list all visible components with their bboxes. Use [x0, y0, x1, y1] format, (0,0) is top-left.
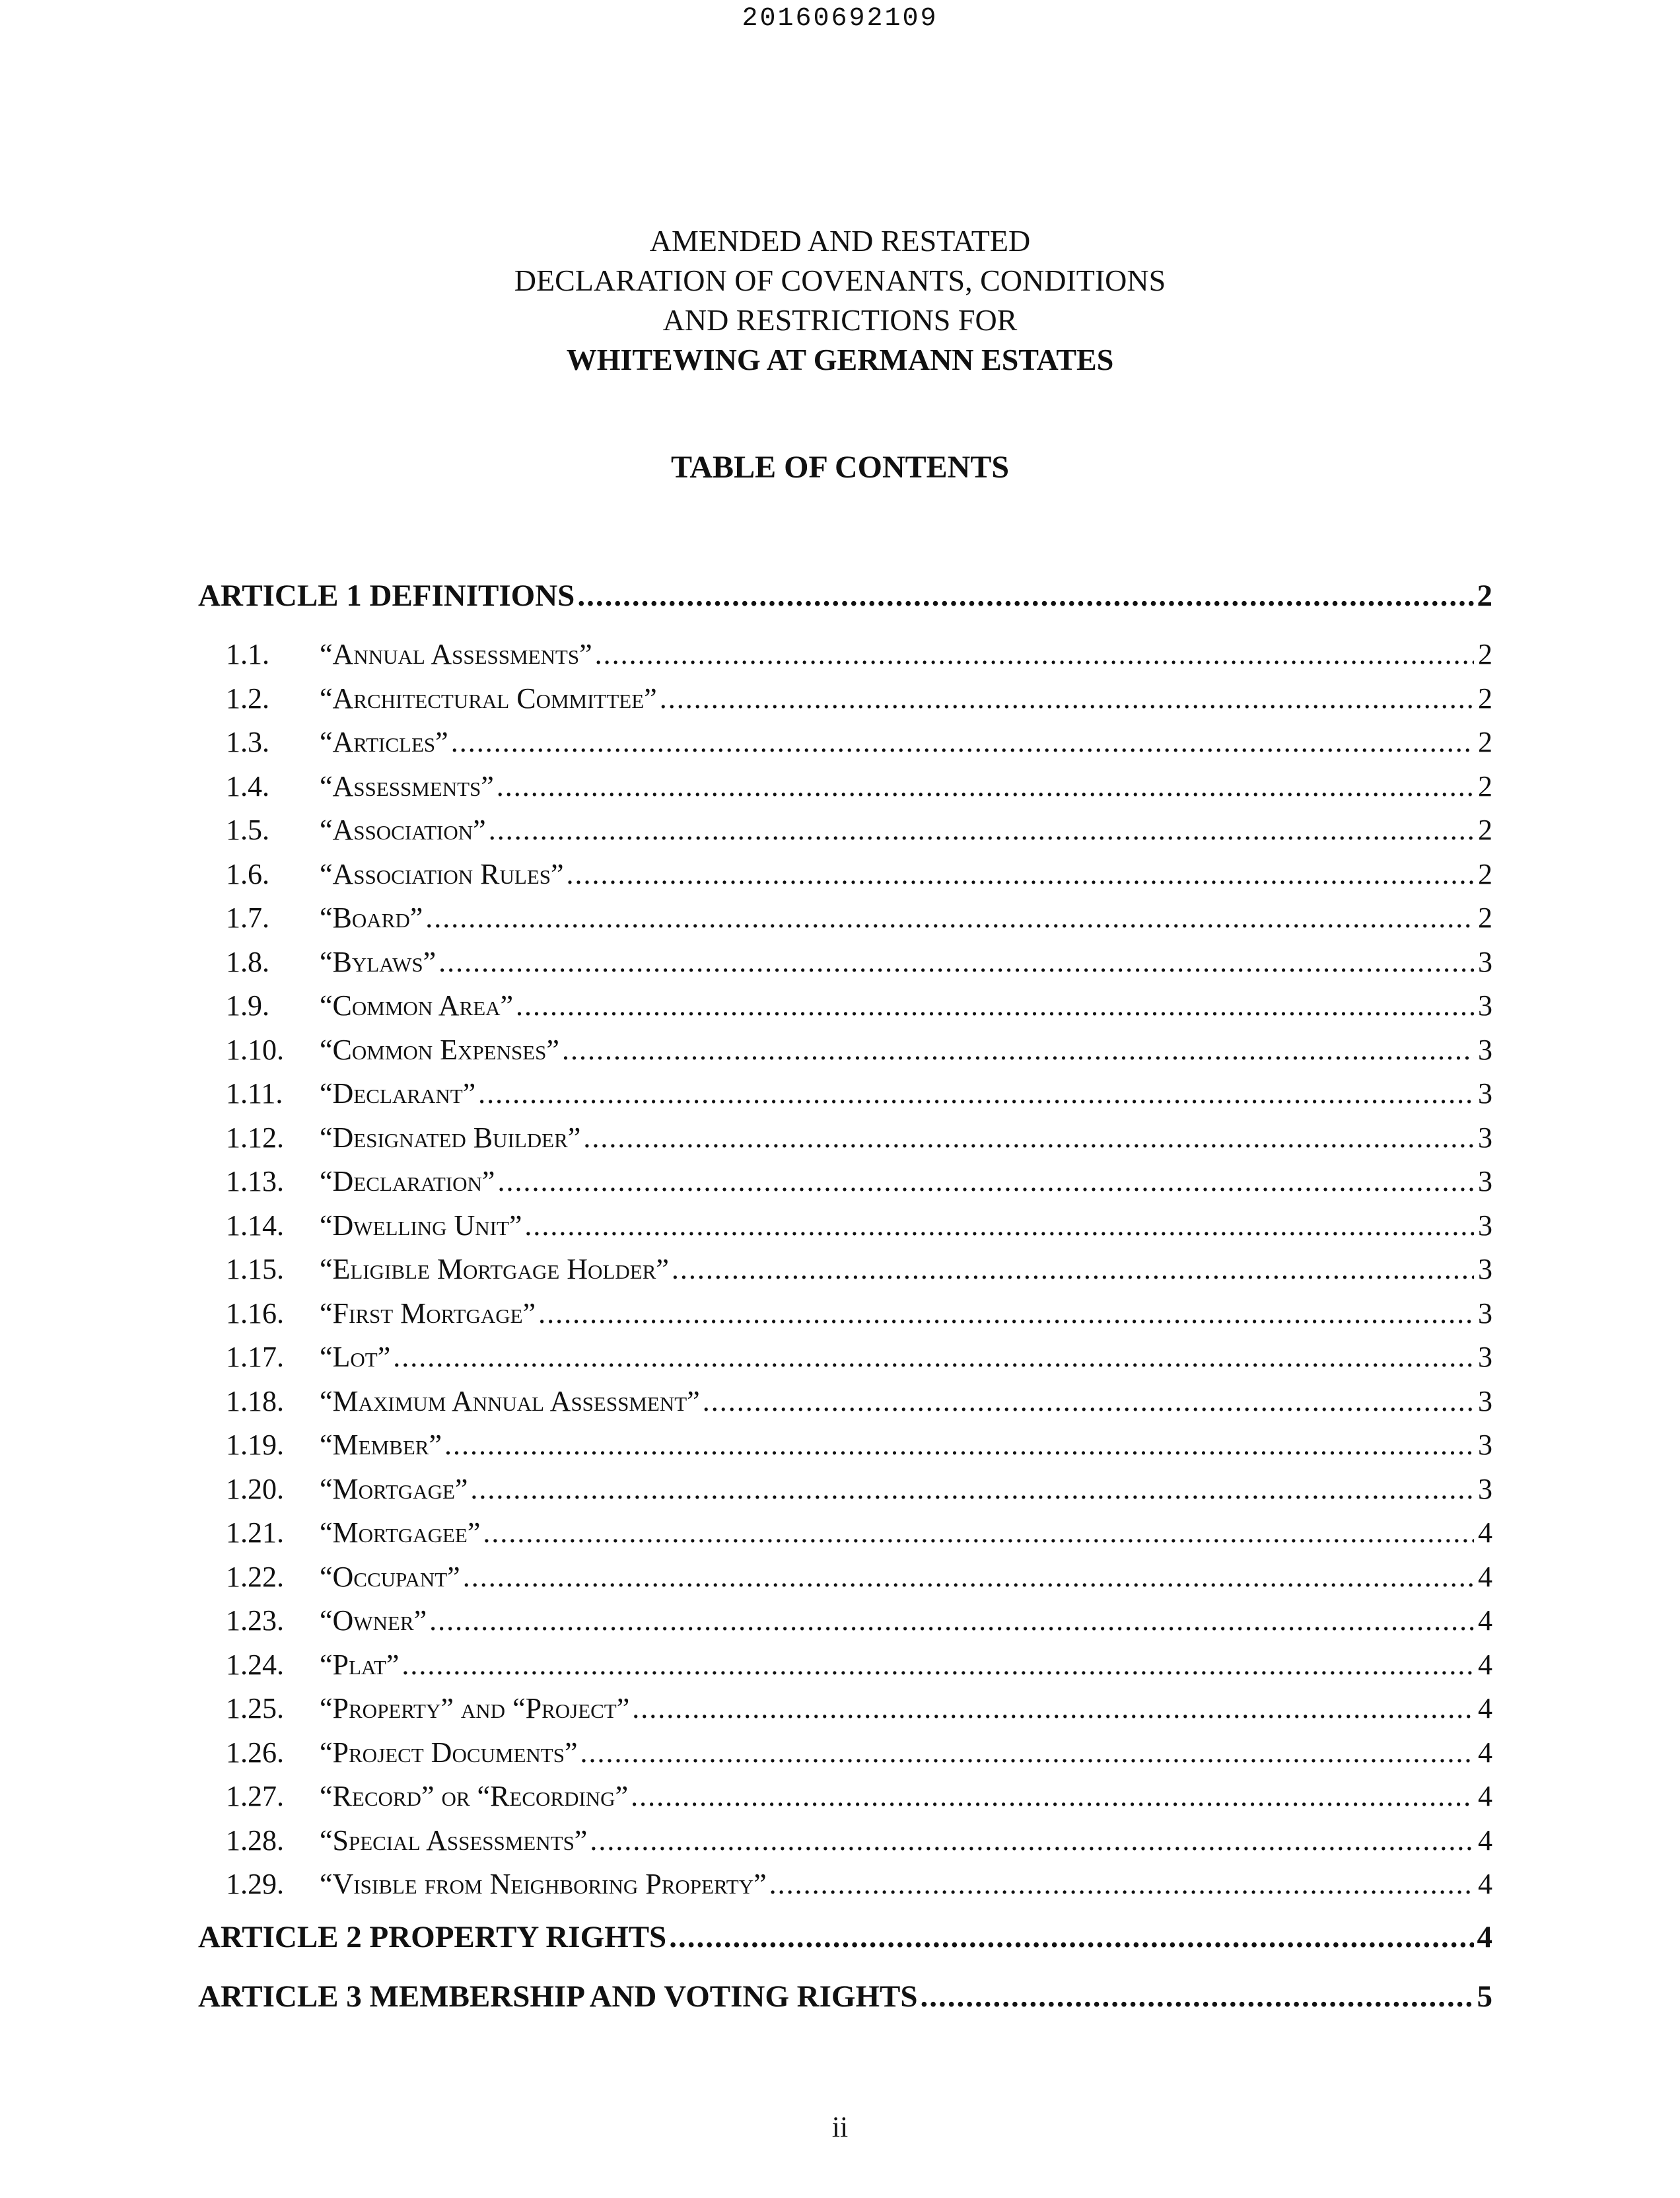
toc-entry-number: 1.15. — [226, 1253, 284, 1285]
toc-article-1[interactable] — [198, 578, 1492, 637]
toc-page-number: 5 — [1477, 1979, 1492, 2014]
toc-entry-label: “Declaration” — [320, 1165, 495, 1197]
dot-leader — [590, 1824, 1474, 1857]
toc-page-number: 3 — [1478, 1209, 1492, 1242]
toc-entry[interactable] — [198, 1736, 1492, 1780]
dot-leader — [438, 945, 1474, 979]
toc-entry-number: 1.21. — [226, 1516, 284, 1549]
toc-entry-label: “Plat” — [320, 1648, 400, 1681]
dot-leader — [921, 1979, 1475, 2014]
dot-leader — [470, 1472, 1474, 1506]
toc-page-number: 4 — [1478, 1780, 1492, 1812]
toc-entry-label: “Maximum Annual Assessment” — [320, 1384, 700, 1417]
title-line-3: AND RESTRICTIONS FOR — [662, 303, 1018, 337]
toc-entry-label: “Association Rules” — [320, 857, 564, 890]
dot-leader — [463, 1560, 1474, 1594]
dot-leader — [478, 1077, 1474, 1110]
toc-entry[interactable] — [198, 1077, 1492, 1121]
toc-page-number: 4 — [1478, 1824, 1492, 1857]
toc-entry-number: 1.25. — [226, 1692, 284, 1724]
dot-leader — [451, 725, 1474, 759]
toc-entry[interactable] — [198, 1604, 1492, 1648]
toc-entry-label: “Occupant” — [320, 1560, 460, 1593]
toc-entry[interactable] — [198, 1340, 1492, 1384]
toc-page-number: 4 — [1478, 1736, 1492, 1769]
toc-entry-label: “Dwelling Unit” — [320, 1209, 522, 1242]
dot-leader — [660, 682, 1474, 715]
toc-entry[interactable] — [198, 1472, 1492, 1516]
dot-leader — [632, 1691, 1474, 1725]
toc-page-number: 2 — [1478, 769, 1492, 802]
toc-entry[interactable] — [198, 769, 1492, 814]
toc-entry-label: “Visible from Neighboring Property” — [320, 1868, 767, 1900]
toc-entry[interactable] — [198, 1033, 1492, 1077]
toc-entry-label: “Owner” — [320, 1604, 427, 1637]
toc-entry-number: 1.8. — [226, 945, 269, 978]
toc-page-number: 2 — [1478, 638, 1492, 670]
dot-leader — [769, 1867, 1474, 1901]
dot-leader — [402, 1648, 1474, 1682]
toc-entry-number: 1.26. — [226, 1736, 284, 1769]
toc-entry-number: 1.28. — [226, 1824, 284, 1857]
toc-page-number: 4 — [1478, 1604, 1492, 1637]
toc-page-number: 4 — [1478, 1868, 1492, 1900]
toc-entry[interactable] — [198, 1516, 1492, 1560]
toc-entry-label: “Declarant” — [320, 1077, 476, 1110]
toc-entry-number: 1.22. — [226, 1560, 284, 1593]
toc-entry-number: 1.27. — [226, 1780, 284, 1812]
toc-entry-label: “Annual Assessments” — [320, 638, 592, 670]
dot-leader — [562, 1033, 1474, 1067]
toc-entry-number: 1.10. — [226, 1033, 284, 1066]
page-number: ii — [831, 2111, 849, 2143]
toc-entry-number: 1.1. — [226, 638, 269, 670]
toc-entry-number: 1.20. — [226, 1472, 284, 1505]
dot-leader — [703, 1384, 1474, 1418]
toc-entry-number: 1.13. — [226, 1165, 284, 1197]
toc-page-number: 4 — [1478, 1516, 1492, 1549]
dot-leader — [567, 857, 1474, 891]
toc-page-number: 2 — [1478, 814, 1492, 846]
toc-page-number: 2 — [1478, 682, 1492, 715]
toc-page-number: 2 — [1478, 726, 1492, 758]
toc-entry-number: 1.16. — [226, 1296, 284, 1329]
toc-entry-label: “Common Area” — [320, 989, 514, 1022]
dot-leader — [516, 989, 1474, 1022]
toc-page-number: 2 — [1478, 857, 1492, 890]
toc-entry-label: “Eligible Mortgage Holder” — [320, 1253, 669, 1285]
toc-entry-label: “Assessments” — [320, 769, 494, 802]
toc-entry-label: “Mortgagee” — [320, 1516, 481, 1549]
toc-entry-number: 1.14. — [226, 1209, 284, 1242]
title-line-1: AMENDED AND RESTATED — [649, 224, 1031, 258]
toc-entry-number: 1.29. — [226, 1868, 284, 1900]
toc-entry-label: “Bylaws” — [320, 945, 437, 978]
toc-entry-label: “Designated Builder” — [320, 1121, 581, 1154]
toc-article-label: ARTICLE 3 MEMBERSHIP AND VOTING RIGHTS — [198, 1979, 918, 2014]
toc-entry-label: “Member” — [320, 1429, 442, 1461]
toc-entry-number: 1.24. — [226, 1648, 284, 1681]
toc-page-number: 3 — [1478, 1296, 1492, 1329]
toc-entry-label: “Project Documents” — [320, 1736, 578, 1769]
toc-entry[interactable] — [198, 1428, 1492, 1472]
toc-page-number: 4 — [1478, 1692, 1492, 1724]
dot-leader — [672, 1252, 1474, 1286]
toc-page-number: 4 — [1478, 1648, 1492, 1681]
toc-entry[interactable] — [198, 989, 1492, 1033]
toc-page-number: 3 — [1478, 1341, 1492, 1373]
toc-entry[interactable] — [198, 682, 1492, 726]
table-of-contents — [198, 578, 1492, 2038]
toc-entry[interactable] — [198, 857, 1492, 902]
toc-article-label: ARTICLE 2 PROPERTY RIGHTS — [198, 1919, 667, 1954]
toc-article-label: ARTICLE 1 DEFINITIONS — [198, 579, 575, 613]
toc-entry-number: 1.9. — [226, 989, 269, 1022]
dot-leader — [669, 1919, 1474, 1955]
toc-page-number: 2 — [1477, 579, 1492, 613]
toc-entry-label: “Board” — [320, 902, 423, 934]
dot-leader — [425, 901, 1474, 935]
dot-leader — [583, 1121, 1474, 1154]
toc-page-number: 3 — [1478, 989, 1492, 1022]
title-line-4: WHITEWING AT GERMANN ESTATES — [566, 343, 1114, 376]
title-line-2: DECLARATION OF COVENANTS, CONDITIONS — [514, 264, 1166, 297]
toc-page-number: 4 — [1477, 1919, 1492, 1954]
toc-page-number: 2 — [1478, 902, 1492, 934]
toc-entry-number: 1.4. — [226, 769, 269, 802]
toc-entry[interactable] — [198, 1691, 1492, 1736]
toc-article-2[interactable] — [198, 1919, 1492, 1979]
toc-entry-label: “Property” and “Project” — [320, 1692, 630, 1724]
toc-page-number: 3 — [1478, 1384, 1492, 1417]
toc-entry-number: 1.2. — [226, 682, 269, 715]
toc-entries — [198, 637, 1492, 1911]
toc-entry-label: “Architectural Committee” — [320, 682, 657, 715]
toc-entry-number: 1.5. — [226, 814, 269, 846]
toc-page-number: 3 — [1478, 1165, 1492, 1197]
toc-page-number: 3 — [1478, 945, 1492, 978]
toc-entry-number: 1.6. — [226, 857, 269, 890]
dot-leader — [429, 1604, 1474, 1637]
toc-entry[interactable] — [198, 1648, 1492, 1692]
dot-leader — [489, 813, 1474, 847]
dot-leader — [524, 1209, 1474, 1242]
toc-entry-number: 1.18. — [226, 1384, 284, 1417]
toc-entry[interactable] — [198, 1384, 1492, 1429]
toc-entry-number: 1.3. — [226, 726, 269, 758]
toc-entry[interactable] — [198, 1121, 1492, 1165]
dot-leader — [497, 1164, 1474, 1198]
toc-entry-label: “Association” — [320, 814, 486, 846]
toc-page-number: 3 — [1478, 1077, 1492, 1110]
toc-entry-number: 1.12. — [226, 1121, 284, 1154]
toc-entry-label: “Lot” — [320, 1341, 391, 1373]
toc-entry[interactable] — [198, 637, 1492, 682]
toc-entry-label: “Special Assessments” — [320, 1824, 588, 1857]
toc-page-number: 4 — [1478, 1560, 1492, 1593]
dot-leader — [577, 578, 1474, 614]
toc-entry[interactable] — [198, 1560, 1492, 1604]
toc-entry-label: “First Mortgage” — [320, 1296, 536, 1329]
toc-entry[interactable] — [198, 1779, 1492, 1824]
toc-entry-number: 1.17. — [226, 1341, 284, 1373]
toc-entry[interactable] — [198, 945, 1492, 989]
document-title — [0, 221, 1680, 380]
dot-leader — [631, 1779, 1474, 1813]
toc-page-number: 3 — [1478, 1121, 1492, 1154]
dot-leader — [497, 769, 1474, 803]
toc-entry[interactable] — [198, 813, 1492, 857]
toc-page-number: 3 — [1478, 1429, 1492, 1461]
dot-leader — [393, 1340, 1474, 1374]
toc-entry[interactable] — [198, 1296, 1492, 1341]
toc-entry-number: 1.19. — [226, 1429, 284, 1461]
toc-entry-number: 1.7. — [226, 902, 269, 934]
toc-heading: TABLE OF CONTENTS — [670, 450, 1010, 485]
document-number: 20160692109 — [742, 4, 938, 34]
toc-entry-label: “Common Expenses” — [320, 1033, 559, 1066]
dot-leader — [444, 1428, 1474, 1462]
dot-leader — [580, 1736, 1475, 1769]
dot-leader — [483, 1516, 1474, 1549]
toc-entry[interactable] — [198, 1824, 1492, 1868]
toc-entry[interactable] — [198, 1252, 1492, 1296]
toc-entry-label: “Mortgage” — [320, 1472, 468, 1505]
toc-entry[interactable] — [198, 1209, 1492, 1253]
toc-entry[interactable] — [198, 725, 1492, 769]
toc-entry[interactable] — [198, 1867, 1492, 1911]
toc-article-3[interactable] — [198, 1979, 1492, 2038]
toc-page-number: 3 — [1478, 1253, 1492, 1285]
toc-entry-label: “Articles” — [320, 726, 448, 758]
toc-entry[interactable] — [198, 1164, 1492, 1209]
toc-page-number: 3 — [1478, 1472, 1492, 1505]
toc-entry[interactable] — [198, 901, 1492, 945]
toc-entry-number: 1.23. — [226, 1604, 284, 1637]
dot-leader — [595, 637, 1474, 671]
toc-page-number: 3 — [1478, 1033, 1492, 1066]
dot-leader — [538, 1296, 1474, 1330]
toc-entry-label: “Record” or “Recording” — [320, 1780, 629, 1812]
toc-entry-number: 1.11. — [226, 1077, 283, 1110]
